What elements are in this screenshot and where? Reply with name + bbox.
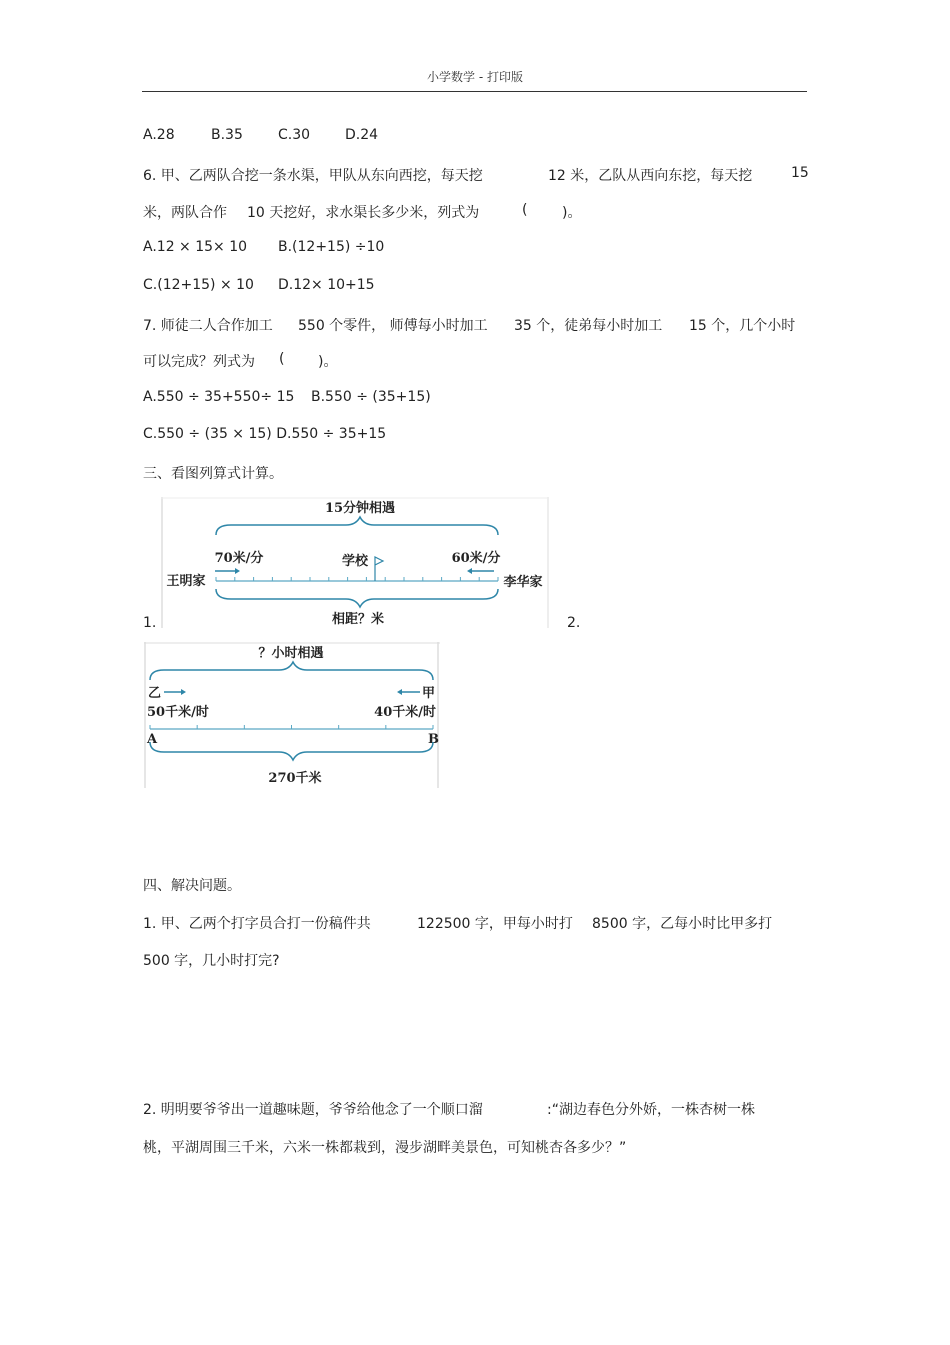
- q6-option-b: B.(12+15) ÷10: [278, 239, 385, 255]
- fig2-speed-right: 40千米/时: [374, 705, 436, 720]
- s4-p2-text-1a: 2. 明明要爷爷出一道趣味题，爷爷给他念了一个顺口溜: [143, 1102, 483, 1118]
- fig2-bottom-label: 270千米: [268, 771, 322, 786]
- s4-p2-text-2: 桃，平湖周围三千米，六米一株都栽到，漫步湖畔美景色，可知桃杏各多少？”: [143, 1140, 627, 1156]
- q7-text-1a: 7. 师徒二人合作加工: [143, 318, 273, 334]
- q5-option-c: C.30: [278, 127, 311, 143]
- q6-paren-open: (: [522, 202, 528, 218]
- fig2-bottom-brace: [150, 742, 433, 760]
- fig2-point-b: B: [428, 732, 439, 747]
- q5-option-b: B.35: [211, 127, 243, 143]
- s4-p2-text-1b: :“湖边春色分外娇，一株杏树一株: [547, 1102, 755, 1118]
- s4-p1-text-1b: 122500 字，甲每小时打: [417, 916, 573, 932]
- fig1-flag-icon: [375, 557, 383, 581]
- fig1-bottom-label: 相距？米: [331, 612, 385, 627]
- fig1-school: 学校: [341, 554, 369, 569]
- fig1-right-end: 李华家: [503, 575, 543, 590]
- fig2-speed-left: 50千米/时: [147, 705, 209, 720]
- q7-text-1c: 35 个，徒弟每小时加工: [514, 318, 663, 334]
- q6-text-1a: 6. 甲、乙两队合挖一条水渠，甲队从东向西挖，每天挖: [143, 168, 483, 184]
- fig1-top-label: 15分钟相遇: [324, 501, 396, 516]
- q7-option-b: B.550 ÷ (35+15): [311, 389, 431, 405]
- fig1-left-end: 王明家: [166, 574, 206, 589]
- q6-option-a: A.12 × 15× 10: [143, 239, 248, 255]
- q6-paren-close: )。: [562, 205, 582, 221]
- q6-text-1c: 15: [791, 165, 809, 181]
- q7-paren-open: (: [279, 351, 285, 367]
- header-divider: [142, 91, 807, 92]
- figure-1-number: 1.: [143, 615, 157, 631]
- q5-option-d: D.24: [345, 127, 379, 143]
- figure-2-number: 2.: [567, 615, 581, 631]
- figure-2: [144, 642, 440, 788]
- q7-option-a: A.550 ÷ 35+550÷ 15: [143, 389, 295, 405]
- q7-text-1d: 15 个，几个小时: [689, 318, 796, 334]
- q5-option-a: A.28: [143, 127, 175, 143]
- fig1-bottom-brace: [216, 589, 498, 607]
- q7-paren-close: )。: [318, 354, 338, 370]
- fig2-right-name: 甲: [422, 686, 436, 701]
- q6-text-2b: 10 天挖好，求水渠长多少米，列式为: [247, 205, 480, 221]
- fig2-top-brace: [150, 662, 433, 680]
- section3-title: 三、看图列算式计算。: [143, 466, 283, 482]
- section4-title: 四、解决问题。: [143, 878, 241, 894]
- fig1-speed-right: 60米/分: [451, 551, 501, 566]
- fig1-top-brace: [216, 517, 498, 535]
- q7-text-2a: 可以完成？列式为: [143, 354, 255, 370]
- q6-option-d: D.12× 10+15: [278, 277, 375, 293]
- fig1-speed-left: 70米/分: [214, 551, 264, 566]
- q6-text-1b: 12 米，乙队从西向东挖，每天挖: [548, 168, 753, 184]
- fig2-left-name: 乙: [148, 686, 162, 701]
- q6-option-c: C.(12+15) × 10: [143, 277, 254, 293]
- q7-option-cd: C.550 ÷ (35 × 15) D.550 ÷ 35+15: [143, 426, 387, 442]
- fig2-top-label: ？小时相遇: [258, 646, 324, 661]
- s4-p1-text-2: 500 字，几小时打完?: [143, 953, 280, 969]
- q7-text-1b: 550 个零件， 师傅每小时加工: [298, 318, 488, 334]
- s4-p1-text-1a: 1. 甲、乙两个打字员合打一份稿件共: [143, 916, 371, 932]
- q6-text-2a: 米，两队合作: [143, 205, 227, 221]
- page-header: 小学数学 - 打印版: [427, 70, 523, 84]
- figure-1: [161, 497, 549, 628]
- fig2-point-a: A: [147, 732, 158, 747]
- s4-p1-text-1c: 8500 字，乙每小时比甲多打: [592, 916, 773, 932]
